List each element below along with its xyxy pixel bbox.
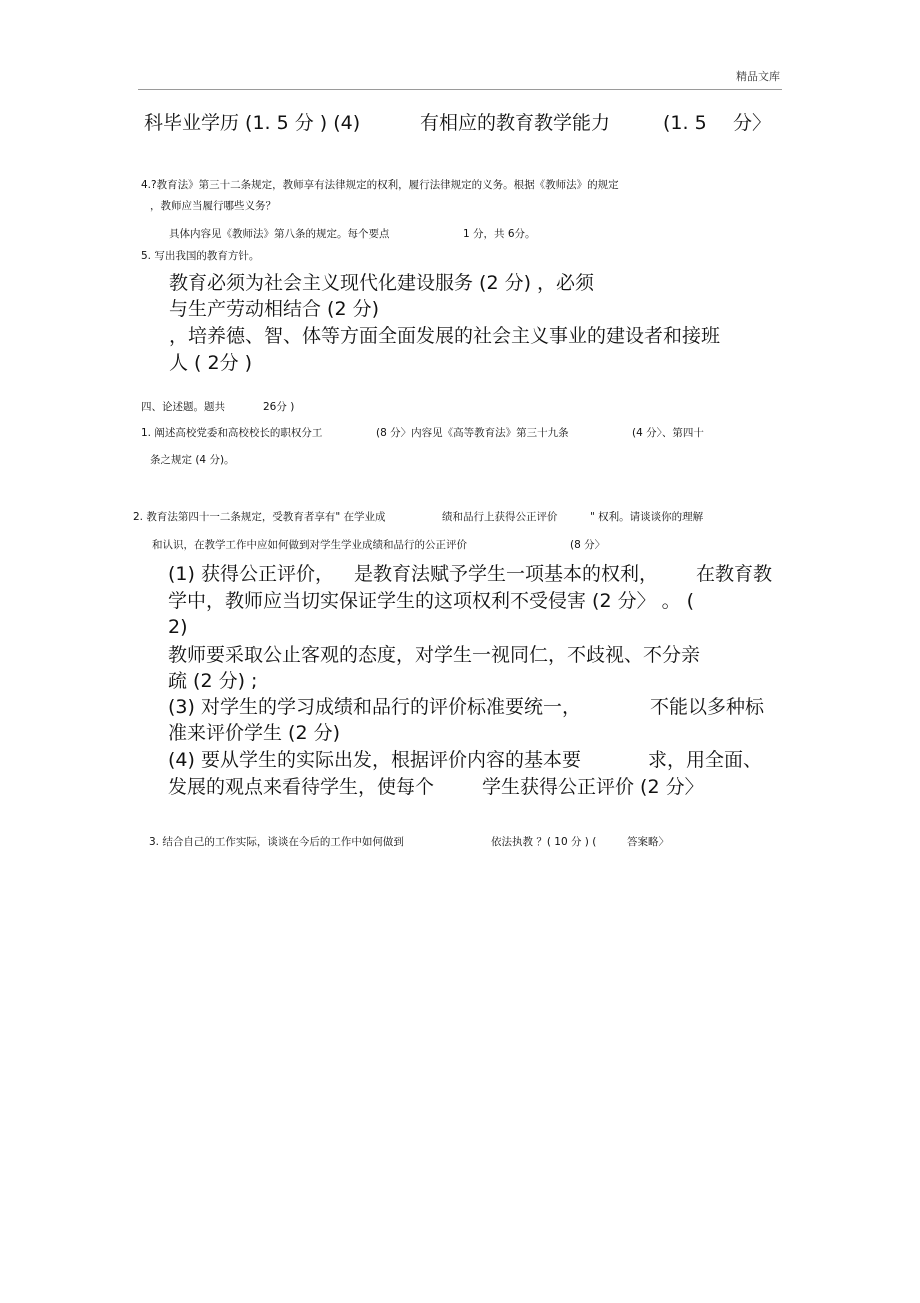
s4-q2-answer-l8-b: 求，用全面、 [648, 749, 763, 771]
q5-answer-line-1: 教育必须为社会主义现代化建设服务 (2 分) ，必须 [169, 272, 595, 294]
s4-q1-line1-c: (4 分〉、第四十 [632, 427, 704, 439]
q5-answer-line-2: 与生产劳动相结合 (2 分) [169, 298, 379, 320]
page-header-label: 精品文库 [736, 70, 780, 83]
section4-heading-a: 四、论述题。题共 [141, 401, 225, 413]
q5-question: 5. 写出我国的教育方针。 [141, 250, 260, 262]
q4-line1: 4.?教育法》第三十二条规定，教师享有法律规定的权利，履行法律规定的义务。根据《教师法》的规定 [141, 179, 619, 191]
s4-q2-answer-l9-a: 发展的观点来看待学生，使每个 [168, 776, 435, 798]
s4-q2-line1-a: 2. 教育法第四十一二条规定，受教育者享有" 在学业成 [133, 511, 386, 523]
s4-q2-answer-l4: 教师要采取公止客观的态度，对学生一视同仁，不歧视、不分亲 [168, 644, 701, 666]
s4-q1-line1-b: (8 分〉内容见《高等教育法》第三十九条 [376, 427, 569, 439]
section4-heading-b: 26分 ) [263, 401, 295, 413]
q4-answer-a: 具体内容见《教师法》第八条的规定。每个要点 [169, 228, 390, 240]
s4-q2-answer-l9-b: 学生获得公正评价 (2 分〉 [482, 776, 704, 798]
s4-q2-line1-c: " 权利。请谈谈你的理解 [590, 511, 704, 523]
s4-q2-answer-l6-b: 不能以多种标 [650, 696, 765, 718]
s4-q2-answer-l8-a: (4) 要从学生的实际出发，根据评价内容的基本要 [168, 749, 581, 771]
s4-q2-line2-b: (8 分〉 [570, 539, 606, 551]
s4-q2-line1-b: 绩和品行上获得公正评价 [442, 511, 558, 523]
s4-q2-answer-l5: 疏 (2 分) ; [168, 670, 258, 692]
q5-answer-line-3: ，培养德、智、体等方面全面发展的社会主义事业的建设者和接班 [169, 325, 721, 347]
top-line-part-a: 科毕业学历 (1. 5 分 ) (4) [144, 112, 361, 134]
s4-q1-line2: 条之规定 (4 分)。 [150, 454, 235, 466]
s4-q2-answer-l1-c: 在教育教 [696, 563, 773, 585]
s4-q3-line-b: 依法执教 ？( 10 分 ) ( [491, 836, 597, 848]
s4-q2-answer-l2: 学中，教师应当切实保证学生的这项权利不受侵害 (2 分〉 。 ( [168, 590, 695, 612]
header-rule [138, 89, 782, 90]
s4-q2-answer-l7: 准来评价学生 (2 分) [168, 722, 340, 744]
top-line-part-c: (1. 5 [663, 112, 707, 134]
s4-q3-line-c: 答案略〉 [627, 836, 669, 848]
top-line-part-b: 有相应的教育教学能力 [420, 112, 611, 134]
s4-q2-answer-l3: 2) [168, 616, 188, 638]
s4-q3-line-a: 3. 结合自己的工作实际，谈谈在今后的工作中如何做到 [149, 836, 404, 848]
s4-q2-answer-l1-a: (1) 获得公正评价， [168, 563, 334, 585]
top-line-part-d: 分〉 [733, 112, 772, 134]
q5-answer-line-4: 人 ( 2分 ) [169, 352, 253, 374]
q4-line2: ，教师应当履行哪些义务？ [150, 200, 276, 212]
s4-q1-line1-a: 1. 阐述高校党委和高校校长的职权分工 [141, 427, 323, 439]
q4-answer-b: 1 分，共 6分。 [463, 228, 536, 240]
s4-q2-answer-l1-b: 是教育法赋予学生一项基本的权利， [354, 563, 659, 585]
s4-q2-line2-a: 和认识，在教学工作中应如何做到对学生学业成绩和品行的公正评价 [152, 539, 467, 551]
s4-q2-answer-l6-a: (3) 对学生的学习成绩和品行的评价标准要统一， [168, 696, 581, 718]
